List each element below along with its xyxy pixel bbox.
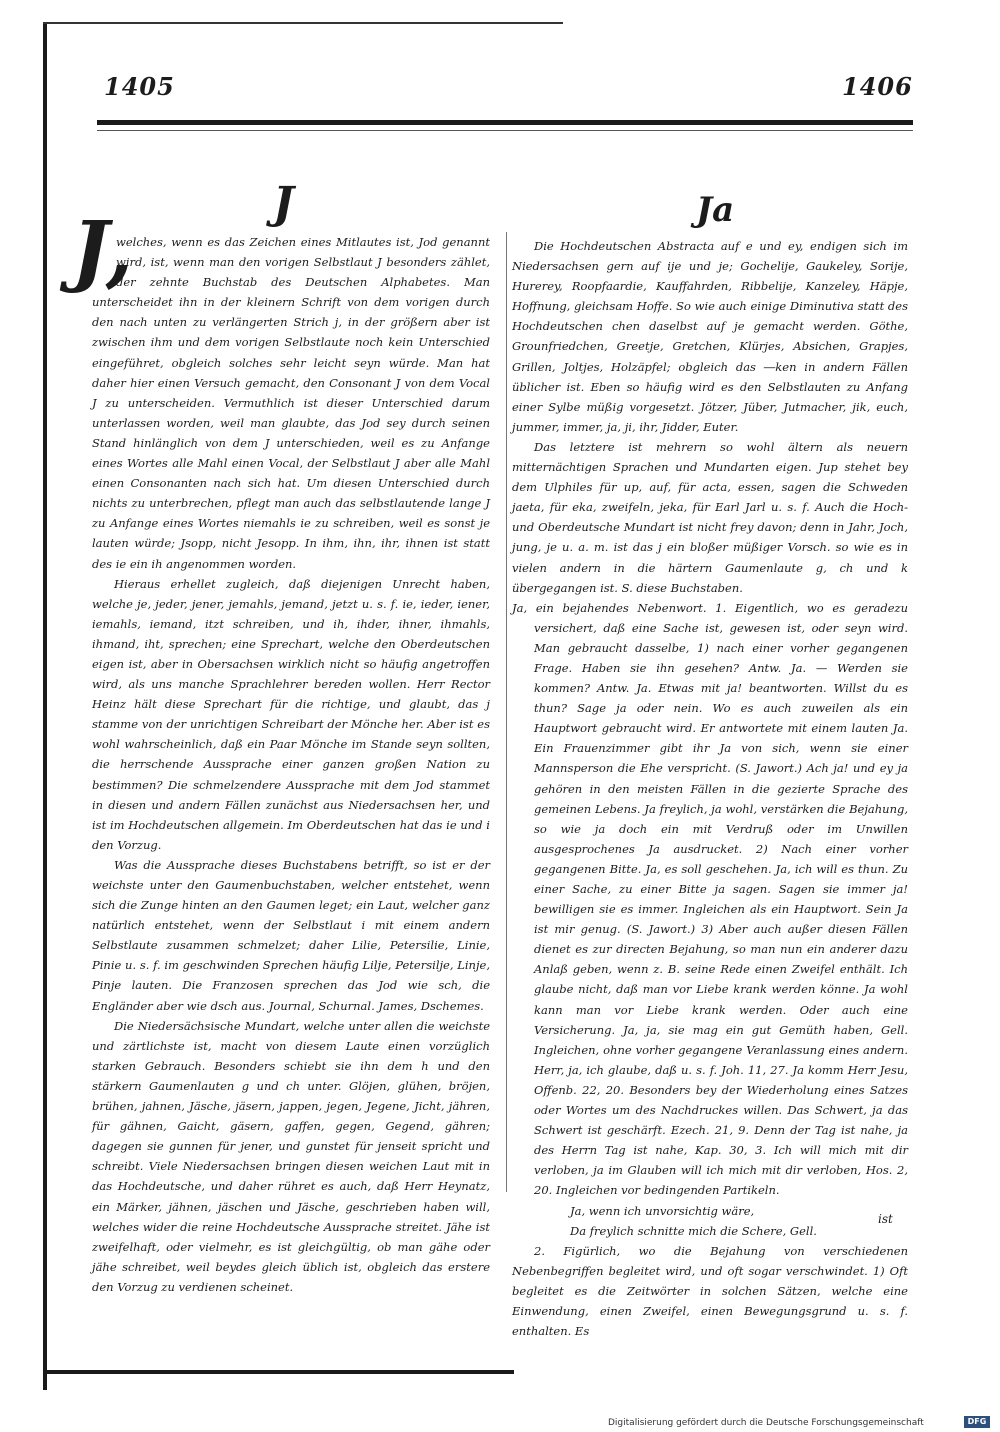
- left-paragraph-2: Hieraus erhellet zugleich, daß diejenigen Unrecht haben, welche je, jeder, jener, jemahls, jemand, jetzt u. s. f. ie, ieder, iener, iemahls, iemand, itzt schreiben, und ih, ihder, ihner, ihmahls, ihmand, iht, sprechen; eine Sprechart, welche den Oberdeutschen eigen ist, aber in Obersachsen wirklich nicht so häufig angetroffen wird, als uns manche Sprachlehrer bereden wollen. Herr Rector Heinz hält diese Sprechart für die richtige, und glaubt, das j stamme von der unrichtigen Schreibart der Mönche her. Aber ist es wohl wahrscheinlich, daß ein Paar Mönche im Stande seyn sollten, die herrschende Aussprache einer ganzen großen Nation zu bestimmen? Die schmelzendere Aussprache mit dem Jod stammet in diesen und andern Fällen zunächst aus Niedersachsen her, und ist im Hochdeutschen allgemein. Im Oberdeutschen hat das ie und i den Vorzug.: [92, 576, 490, 852]
- page-edge-shadow: [43, 22, 47, 1390]
- left-paragraph-4: Die Niedersächsische Mundart, welche unter allen die weichste und zärtlichste ist, macht von diesem Laute einen vorzüglich starken Gebrauch. Besonders schiebt sie ihn dem h und den stärkern Gaumenlauten g und ch unter. Glöjen, glühen, bröjen, brühen, jahnen, Jäsche, jäsern, jappen, jegen, Jegene, Jicht, jähren, für gähnen, Gaicht, gäsern, gaffen, gegen, Gegend, gähren; dagegen sie gunnen für jener, und gunstet für jenseit spricht und schreibt. Viele Niedersachsen bringen diesen weichen Laut mit in das Hochdeutsche, und daher rühret es auch, daß Herr Heynatz, ein Märker, jähnen, jäschen und Jäsche, geschrieben haben will, welches wider die reine Hochdeutsche Aussprache streitet. Jähe ist zweifelhaft, oder vielmehr, es ist gleichgültig, ob man gähe oder jähe schreibet, weil beydes gleich üblich ist, obgleich das erstere den Vorzug zu verdienen scheinet.: [92, 1018, 490, 1294]
- dfg-logo: DFG: [964, 1416, 990, 1428]
- header-rule: [97, 120, 913, 125]
- right-paragraph-1: Die Hochdeutschen Abstracta auf e und ey, endigen sich im Niedersachsen gern auf ije und je; Gochelije, Gaukeley, Sorije, Hurerey, Roopfaardie, Kauffahrden, Ribbelije, Kanzeley, Häpje, Hoffnung, gleichsam Hoffe. So wie auch einige Diminutiva statt des Hochdeutschen chen daselbst auf je gemacht werden. Göthe, Grounfriedchen, Greetje, Gretchen, Klürjes, Absichen, Grapjes, Grillen, Joltjes, Holzäpfel; obgleich das ―ken in andern Fällen üblicher ist. Eben so häufig wird es den Selbstlauten zu Anfang einer Sylbe müßig vorgesetzt. Jötzer, Jüber, Jutmacher, jik, euch, jummer, immer, ja, ji, ihr, Jidder, Euter.: [512, 239, 908, 434]
- left-paragraph-1: welches, wenn es das Zeichen eines Mitlautes ist, Jod genannt wird, ist, wenn man den vorigen Selbstlaut J besonders zählet, der zehnte Buchstab des Deutschen Alphabetes. Man unterscheidet ihn in der kleinern Schrift von dem vorigen durch den nach unten zu verlängerten Strich j, in der größern aber ist zwischen ihm und dem vorigen Selbstlaute noch kein Unterschied eingeführet, obgleich solches sehr leicht seyn würde. Man hat daher hier einen Versuch gemacht, den Consonant J von dem Vocal J zu unterscheiden. Vermuthlich ist dieser Unterschied darum unterlassen worden, weil man glaubte, das Jod sey durch seinen Stand hinlänglich von dem J unterschieden, weil es zu Anfange eines Wortes alle Mahl einen Vocal, der Selbstlaut J aber alle Mahl einen Consonanten nach sich hat. Um diesen Unterschied durch nichts zu unterbrechen, pflegt man auch das selbstlautende lange J zu Anfange eines Wortes niemahls ie zu schreiben, weil es sonst je lauten würde; Jsopp, nicht Jesopp. In ihm, ihn, ihr, ihnen ist statt des ie ein ih angenommen worden.: [92, 235, 490, 571]
- verse-line-2: Da freylich schnitte mich die Schere, Gell.: [570, 1223, 817, 1238]
- right-paragraph-2: Das letztere ist mehrern so wohl ältern als neuern mitternächtigen Sprachen und Mundarten eigen. Jup stehet bey dem Ulphiles für up, auf, für acta, essen, sagen die Schweden jaeta, für eka, zweifeln, jeka, für Earl Jarl u. s. f. Auch die Hoch- und Oberdeutsche Mundart ist nicht frey davon; denn in Jahr, Joch, jung, je u. a. m. ist das j ein bloßer müßiger Vorsch. so wie es in vielen andern in die härtern Gaumenlaute g, ch und k übergegangen ist. S. diese Buchstaben.: [512, 439, 908, 595]
- left-paragraph-3: Was die Aussprache dieses Buchstabens betrifft, so ist er der weichste unter den Gaumenbuchstaben, welcher entstehet, wenn sich die Zunge hinten an den Gaumen leget; ein Laut, welcher ganz natürlich entstehet, wenn der Selbstlaut i mit einem andern Selbstlaute zusammen schmelzet; daher Lilie, Petersilie, Linie, Pinie u. s. f. im geschwinden Sprechen häufig Lilje, Petersilje, Linje, Pinje lauten. Die Franzosen sprechen das Jod wie sch, die Engländer aber wie dsch aus. Journal, Schurnal. James, Dschemes.: [92, 857, 490, 1013]
- drop-cap: J,: [72, 205, 133, 296]
- page-number-right: 1406: [842, 72, 913, 101]
- footer-rule: [44, 1370, 514, 1374]
- page-number-left: 1405: [104, 72, 175, 101]
- left-column: [92, 232, 490, 1297]
- right-column: [512, 236, 908, 1341]
- header-rule-thin: [97, 130, 913, 131]
- column-head-left: J: [273, 178, 294, 229]
- page-top-edge: [43, 22, 563, 24]
- column-head-right: Ja: [696, 190, 735, 230]
- digitization-credit: Digitalisierung gefördert durch die Deutsche Forschungsgemeinschaft: [608, 1418, 924, 1428]
- column-divider: [506, 232, 507, 1192]
- right-paragraph-closing: 2. Figürlich, wo die Bejahung von verschiedenen Nebenbegriffen begleitet wird, und oft sogar verschwindet. 1) Oft begleitet es die Zeitwörter in solchen Sätzen, welche eine Einwendung, einen Zweifel, einen Bewegungsgrund u. s. f. enthalten. Es: [512, 1243, 908, 1339]
- catchword: ist: [878, 1212, 893, 1226]
- entry-ja: Ja, ein bejahendes Nebenwort. 1. Eigentlich, wo es geradezu versichert, daß eine Sache ist, gewesen ist, oder seyn wird. Man gebraucht dasselbe, 1) nach einer vorher gegangenen Frage. Haben sie ihn gesehen? Antw. Ja. — Werden sie kommen? Antw. Ja. Etwas mit ja! beantworten. Willst du es thun? Sage ja oder nein. Wo es auch zuweilen als ein Hauptwort gebraucht wird. Er antwortete mit einem lauten Ja. Ein Frauenzimmer gibt ihr Ja von sich, wenn sie einer Mannsperson die Ehe verspricht. (S. Jawort.) Ach ja! und ey ja gehören in den meisten Fällen in die gezierte Sprache des gemeinen Lebens. Ja freylich, ja wohl, verstärken die Bejahung, so wie ja doch ein mit Verdruß oder im Unwillen ausgesprochenes Ja ausdrucket. 2) Nach einer vorher gegangenen Bitte. Ja, es soll geschehen. Ja, ich will es thun. Zu einer Sache, zu einer Bitte ja sagen. Sagen sie immer ja! bewilligen sie es immer. Ingleichen als ein Hauptwort. Sein Ja ist mir genug. (S. Jawort.) 3) Aber auch außer diesen Fällen dienet es zur directen Bejahung, so man nun ein anderer dazu Anlaß geben, wenn z. B. seine Rede einen Zweifel enthält. Ich glaube nicht, daß man vor Liebe krank werden könne. Ja wohl kann man vor Liebe krank werden. Oder auch eine Versicherung. Ja, ja, sie mag ein gut Gemüth haben, Gell. Ingleichen, ohne vorher gegangene Veranlassung eines andern. Herr, ja, ich glaube, daß u. s. f. Joh. 11, 27. Ja komm Herr Jesu, Offenb. 22, 20. Besonders bey der Wiederholung eines Satzes oder Wortes um des Nachdruckes willen. Das Schwert, ja das Schwert ist geschärft. Ezech. 21, 9. Denn der Tag ist nahe, ja des Herrn Tag ist nahe, Kap. 30, 3. Ich will mich mit dir verloben, ja im Glauben will ich mich mit dir verloben, Hos. 2, 20. Ingleichen vor bedingenden Partikeln.: [512, 600, 908, 1198]
- verse-line-1: Ja, wenn ich unvorsichtig wäre,: [570, 1203, 755, 1218]
